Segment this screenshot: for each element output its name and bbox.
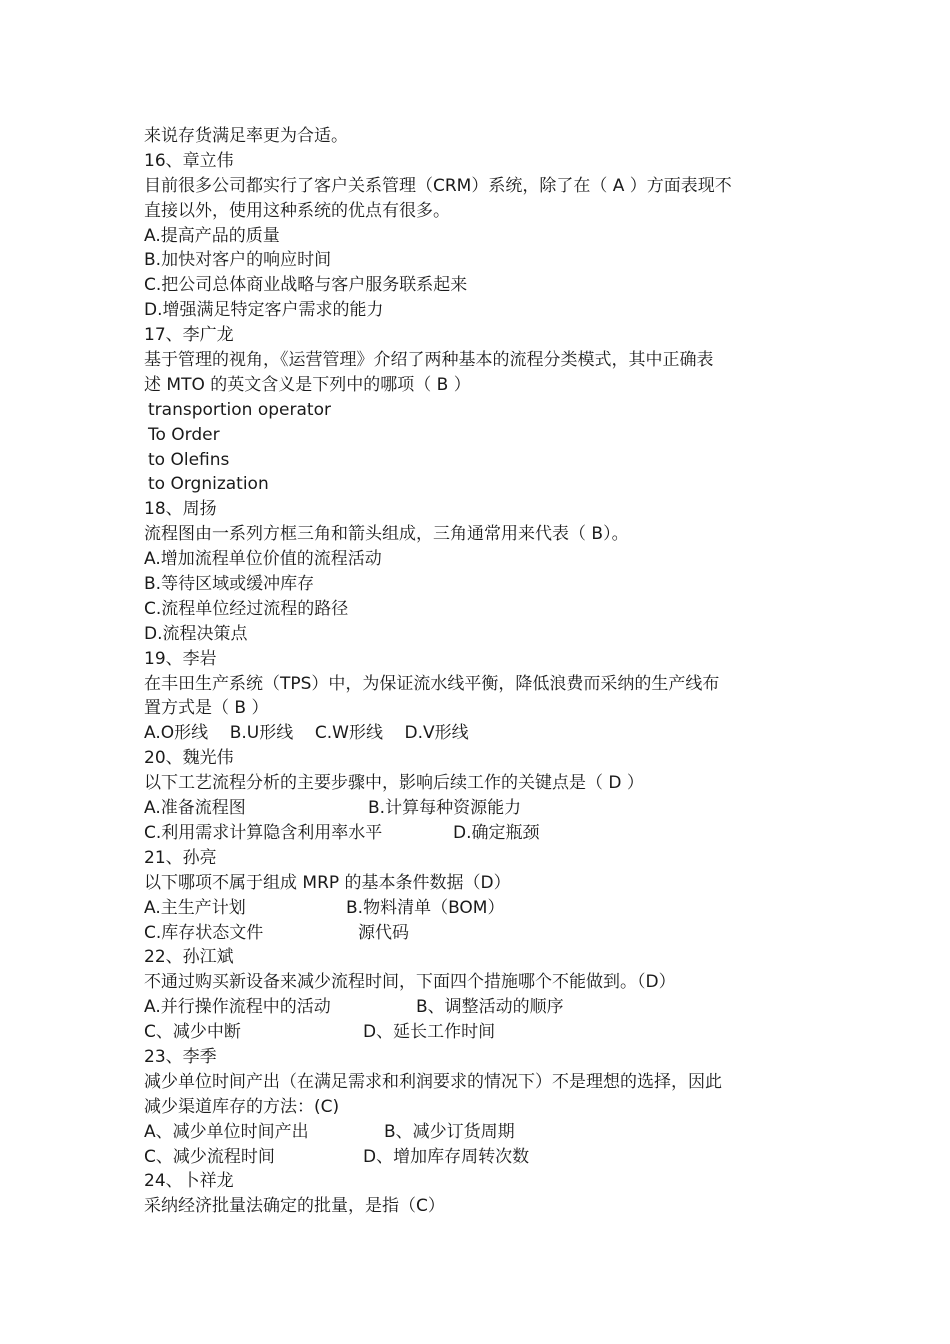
option-a: A.提高产品的质量 [144, 225, 280, 246]
option-c: C、减少流程时间 [144, 1146, 275, 1167]
option-a: transportion operator [148, 399, 331, 420]
options-row [144, 821, 814, 846]
option-d: to Orgnization [148, 474, 269, 495]
options-row [144, 921, 814, 946]
option-c: C.流程单位经过流程的路径 [144, 598, 349, 619]
option-d: D.确定瓶颈 [453, 822, 540, 843]
option-c: C.利用需求计算隐含利用率水平 [144, 822, 383, 843]
options-row [144, 796, 814, 821]
question-text: 在丰田生产系统（TPS）中，为保证流水线平衡，降低浪费而采纳的生产线布 [144, 673, 720, 694]
question-text: 以下哪项不属于组成 MRP 的基本条件数据（D） [144, 872, 511, 893]
option-c: C.库存状态文件 [144, 922, 264, 943]
options-row [144, 1120, 814, 1145]
option-b: B.计算每种资源能力 [368, 798, 522, 819]
question-text: 基于管理的视角，《运营管理》介绍了两种基本的流程分类模式，其中正确表 [144, 350, 714, 371]
question-text: 不通过购买新设备来减少流程时间，下面四个措施哪个不能做到。（D） [144, 972, 676, 993]
option-b: To Order [148, 424, 220, 445]
question-header: 21、孙亮 [144, 847, 217, 868]
question-text: 目前很多公司都实行了客户关系管理（CRM）系统，除了在（ A ）方面表现不 [144, 175, 732, 196]
option-a: A.主生产计划 [144, 897, 246, 918]
option-b: B.物料清单（BOM） [346, 897, 505, 918]
question-text: 流程图由一系列方框三角和箭头组成，三角通常用来代表（ B）。 [144, 524, 629, 545]
question-header: 24、卜祥龙 [144, 1171, 234, 1192]
options-row [144, 896, 814, 921]
option-a: A、减少单位时间产出 [144, 1121, 309, 1142]
option-d: D、增加库存周转次数 [363, 1146, 530, 1167]
question-text: 述 MTO 的英文含义是下列中的哪项（ B ） [144, 374, 471, 395]
question-text: 采纳经济批量法确定的批量，是指（C） [144, 1196, 445, 1217]
option-a: A.准备流程图 [144, 798, 246, 819]
question-header: 18、周扬 [144, 499, 217, 520]
option-b: B、调整活动的顺序 [416, 997, 564, 1018]
question-header: 22、孙江斌 [144, 947, 234, 968]
options-row [144, 1145, 814, 1170]
question-text: 减少单位时间产出（在满足需求和利润要求的情况下）不是理想的选择，因此 [144, 1071, 722, 1092]
question-text: 直接以外，使用这种系统的优点有很多。 [144, 200, 450, 221]
option-c: C、减少中断 [144, 1022, 241, 1043]
option-a: A.并行操作流程中的活动 [144, 997, 331, 1018]
question-header: 20、魏光伟 [144, 748, 234, 769]
question-text: 减少渠道库存的方法：(C) [144, 1096, 340, 1117]
question-text: 置方式是（ B ） [144, 698, 269, 719]
question-header: 19、李岩 [144, 648, 217, 669]
options-row [144, 995, 814, 1020]
options-row: A.O形线 B.U形线 C.W形线 D.V形线 [144, 723, 469, 744]
option-d: D、延长工作时间 [363, 1022, 496, 1043]
question-text: 以下工艺流程分析的主要步骤中，影响后续工作的关键点是（ D ） [144, 773, 644, 794]
option-c: C.把公司总体商业战略与客户服务联系起来 [144, 275, 468, 296]
option-b: B、减少订货周期 [384, 1121, 515, 1142]
question-header: 23、李季 [144, 1046, 217, 1067]
option-b: B.加快对客户的响应时间 [144, 250, 332, 271]
question-header: 17、李广龙 [144, 325, 234, 346]
question-header: 16、章立伟 [144, 150, 234, 171]
option-c: to Olefins [148, 449, 230, 470]
option-a: A.增加流程单位价值的流程活动 [144, 549, 382, 570]
option-b: B.等待区域或缓冲库存 [144, 574, 315, 595]
option-d: D.流程决策点 [144, 623, 248, 644]
options-row [144, 1020, 814, 1045]
option-d: D.增强满足特定客户需求的能力 [144, 300, 384, 321]
option-d: 源代码 [358, 922, 409, 943]
document-page [144, 124, 814, 1219]
text-line: 来说存货满足率更为合适。 [144, 126, 348, 146]
